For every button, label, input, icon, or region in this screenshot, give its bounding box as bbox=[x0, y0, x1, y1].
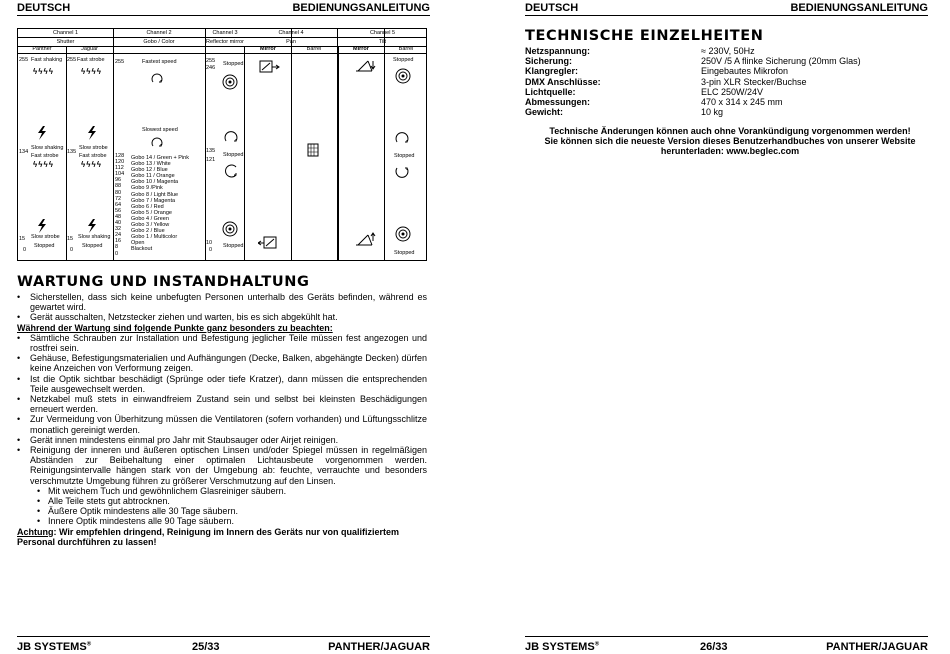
reflector-stopped-mid: Stopped bbox=[223, 152, 244, 158]
spiral-icon bbox=[394, 225, 412, 243]
shutter-fast-strobe-2: Fast strobe bbox=[31, 153, 59, 159]
spec-key: DMX Anschlüsse: bbox=[525, 76, 601, 87]
footer-rule bbox=[525, 636, 928, 637]
note-changes: Technische Änderungen können auch ohne Vorankündigung vorgenommen werden! bbox=[549, 126, 911, 136]
gobo-fastest-speed: Fastest speed bbox=[142, 59, 177, 65]
lightning-icon: ϟϟϟϟ bbox=[81, 67, 102, 76]
spec-value: 3-pin XLR Stecker/Buchse bbox=[701, 76, 807, 87]
gobo-item: Gobo 8 / Light Blue bbox=[131, 191, 179, 198]
function-gobo: Gobo / Color bbox=[143, 39, 175, 45]
gobo-item: Gobo 13 / White bbox=[131, 161, 171, 168]
list-item: • Gerät ausschalten, Netzstecker ziehen und warten, bis es sich abgekühlt hat. bbox=[17, 312, 427, 322]
gobo-value: 112 bbox=[115, 165, 124, 172]
footer-product: PANTHER/JAGUAR bbox=[826, 641, 928, 653]
list-item: • Ist die Optik sichtbar beschädigt (Sprünge oder tiefe Kratzer), dann müssen die entsprechenden Teile ausgewechselt werden. bbox=[17, 374, 427, 394]
gobo-value: 0 bbox=[115, 250, 119, 257]
gobo-value-255: 255 bbox=[115, 59, 125, 65]
rotation-icon bbox=[223, 129, 239, 145]
footer-brand-wrap bbox=[525, 641, 599, 653]
gobo-value: 80 bbox=[115, 189, 122, 196]
spec-row bbox=[525, 46, 935, 56]
gobo-item: Gobo 7 / Magenta bbox=[131, 197, 176, 204]
gobo-items-list bbox=[131, 155, 189, 253]
page-number: 26/33 bbox=[700, 641, 728, 653]
jaguar-value-15: 15 bbox=[67, 236, 74, 242]
spec-value: 250V /5 A flinke Sicherung (20mm Glas) bbox=[701, 56, 861, 67]
function-tilt: Tilt bbox=[378, 39, 387, 45]
channel-2-label: Channel 2 bbox=[146, 30, 172, 36]
spiral-icon bbox=[394, 67, 412, 85]
specs-note bbox=[525, 126, 935, 156]
gobo-value: 40 bbox=[115, 220, 122, 227]
model-jaguar: Jaguar bbox=[81, 46, 98, 52]
spec-key: Netzspannung: bbox=[525, 46, 590, 56]
spec-key: Abmessungen: bbox=[525, 97, 591, 108]
sub-list-item: • Alle Teile stets gut abtrocknen. bbox=[17, 496, 427, 506]
spec-key: Sicherung: bbox=[525, 56, 573, 67]
gobo-value: 104 bbox=[115, 171, 125, 178]
list-item: • Sicherstellen, dass sich keine unbefugten Personen unterhalb des Geräts befinden, während es gewartet wird. bbox=[17, 292, 427, 312]
jaguar-fast-strobe-2: Fast strobe bbox=[79, 153, 107, 159]
jaguar-stopped: Stopped bbox=[82, 243, 103, 249]
channel-1-label: Channel 1 bbox=[52, 30, 79, 36]
tilt-stopped-mid: Stopped bbox=[394, 153, 415, 159]
list-item: • Sämtliche Schrauben zur Installation und Befestigung jeglicher Teile müssen fest angezogen und rostfrei sein. bbox=[17, 333, 427, 353]
gobo-item: Gobo 6 / Red bbox=[131, 203, 164, 210]
page-number: 25/33 bbox=[192, 641, 220, 653]
warning-text: : Wir empfehlen dringend, Reinigung im Innern des Geräts nur von qualifiziertem Personal durchführen zu lassen! bbox=[17, 526, 399, 547]
shutter-value-255: 255 bbox=[19, 57, 29, 63]
header-language: DEUTSCH bbox=[525, 2, 579, 14]
registered-mark: ® bbox=[86, 641, 92, 648]
lightning-icon bbox=[86, 219, 98, 233]
pan-barrel-label: Barrel bbox=[306, 46, 322, 52]
jaguar-fast-strobe: Fast strobe bbox=[77, 57, 105, 63]
mirror-pan-icon bbox=[258, 59, 280, 75]
spec-value: Eingebautes Mikrofon bbox=[701, 66, 789, 77]
mirror-tilt-icon bbox=[354, 59, 376, 73]
list-item: • Gerät innen mindestens einmal pro Jahr mit Staubsauger oder Airjet reinigen. bbox=[17, 435, 427, 445]
specs-heading: TECHNISCHE EINZELHEITEN bbox=[525, 28, 764, 44]
gobo-item: Gobo 2 / Blue bbox=[131, 228, 165, 235]
function-pan: Pan bbox=[286, 39, 296, 45]
channel-4-label: Channel 4 bbox=[278, 30, 304, 36]
rotation-icon bbox=[150, 71, 164, 85]
reflector-value-135: 135 bbox=[206, 148, 216, 154]
jaguar-value-0: 0 bbox=[70, 247, 74, 253]
registered-mark: ® bbox=[594, 641, 600, 648]
gobo-value: 64 bbox=[115, 201, 122, 208]
gobo-value: 96 bbox=[115, 177, 122, 184]
function-shutter: Shutter bbox=[56, 39, 75, 45]
jaguar-slow-strobe: Slow strobe bbox=[79, 145, 108, 151]
shutter-slow-strobe: Slow strobe bbox=[31, 234, 60, 240]
header-language: DEUTSCH bbox=[17, 2, 71, 14]
spec-row bbox=[525, 87, 935, 97]
header-rule bbox=[17, 15, 430, 16]
reflector-value-246: 246 bbox=[206, 65, 216, 71]
reflector-stopped-bottom: Stopped bbox=[223, 243, 244, 249]
rotation-icon bbox=[150, 135, 164, 149]
spec-key: Lichtquelle: bbox=[525, 86, 576, 97]
sub-list-item: • Innere Optik mindestens alle 90 Tage säubern. bbox=[17, 516, 427, 526]
shutter-value-15: 15 bbox=[19, 236, 26, 242]
gobo-values-list bbox=[115, 153, 124, 257]
barrel-icon bbox=[307, 143, 319, 157]
page-25 bbox=[0, 0, 440, 654]
gobo-value: 8 bbox=[115, 244, 119, 251]
warning-label: Achtung bbox=[17, 526, 54, 537]
gobo-slowest-speed: Slowest speed bbox=[142, 127, 178, 133]
footer-brand: JB SYSTEMS bbox=[525, 641, 595, 653]
specs-table bbox=[525, 46, 935, 117]
mirror-tilt-icon bbox=[354, 231, 376, 247]
reflector-value-121: 121 bbox=[206, 157, 216, 163]
spec-value: 10 kg bbox=[701, 107, 724, 118]
spec-row bbox=[525, 107, 935, 117]
gobo-value: 32 bbox=[115, 226, 122, 233]
lightning-icon: ϟϟϟϟ bbox=[81, 160, 102, 169]
shutter-value-134: 134 bbox=[19, 149, 29, 155]
rotation-icon bbox=[394, 130, 410, 146]
note-download: Sie können sich die neueste Version dieses Benutzerhandbuches von unserer Website herunterladen: www.beglec.com bbox=[544, 136, 916, 156]
gobo-item: Gobo 10 / Magenta bbox=[131, 179, 179, 186]
tilt-barrel-label: Barrel bbox=[398, 46, 414, 52]
gobo-value: 128 bbox=[115, 153, 125, 159]
maintenance-heading: WARTUNG UND INSTANDHALTUNG bbox=[17, 274, 310, 290]
lightning-icon bbox=[86, 126, 98, 140]
gobo-item: Gobo 14 / Green + Pink bbox=[131, 155, 189, 161]
warning bbox=[17, 527, 427, 547]
rotation-icon bbox=[394, 164, 410, 180]
gobo-value: 24 bbox=[115, 232, 122, 239]
spiral-icon bbox=[221, 220, 239, 238]
shutter-slow-shaking: Slow shaking bbox=[31, 145, 64, 151]
lightning-icon: ϟϟϟϟ bbox=[33, 160, 54, 169]
dmx-channel-table bbox=[17, 28, 427, 261]
lightning-icon bbox=[36, 219, 48, 233]
channel-5-label: Channel 5 bbox=[369, 30, 396, 36]
lightning-icon bbox=[36, 126, 48, 140]
gobo-value: 16 bbox=[115, 238, 122, 245]
pan-mirror-label: Mirror bbox=[260, 46, 276, 52]
header-title: BEDIENUNGSANLEITUNG bbox=[292, 2, 430, 14]
footer-product: PANTHER/JAGUAR bbox=[328, 641, 430, 653]
mirror-pan-icon bbox=[258, 235, 280, 251]
sub-list-item: • Äußere Optik mindestens alle 30 Tage säubern. bbox=[17, 506, 427, 516]
spec-value: ELC 250W/24V bbox=[701, 86, 764, 97]
header-title: BEDIENUNGSANLEITUNG bbox=[790, 2, 928, 14]
lightning-icon: ϟϟϟϟ bbox=[33, 67, 54, 76]
spec-key: Klangregler: bbox=[525, 66, 579, 77]
gobo-value: 120 bbox=[115, 159, 125, 166]
spiral-icon bbox=[221, 73, 239, 91]
page-footer bbox=[525, 641, 928, 654]
maintenance-body bbox=[17, 292, 427, 547]
jaguar-value-135: 135 bbox=[67, 149, 77, 155]
tilt-stopped-bottom: Stopped bbox=[394, 250, 415, 256]
page-26 bbox=[508, 0, 938, 654]
list-item: • Netzkabel muß stets in einwandfreiem Zustand sein und selbst bei kleinsten Beschädigungen erneuert werden. bbox=[17, 394, 427, 414]
list-item: • Gehäuse, Befestigungsmaterialien und Aufhängungen (Decke, Balken, abgehängte Decken) dürfen keine Anzeichen von Verformung zeigen. bbox=[17, 353, 427, 373]
tilt-stopped-top: Stopped bbox=[393, 57, 414, 63]
list-item: • Zur Vermeidung von Überhitzung müssen die Ventilatoren (sofern vorhanden) und Lüftungsschlitze monatlich gereinigt werden. bbox=[17, 414, 427, 434]
gobo-item: Open bbox=[131, 240, 145, 247]
list-item: • Reinigung der inneren und äußeren optischen Linsen und/oder Spiegel müssen in regelmäßigen Abständen zur Beibehaltung einer optimalen Lichtausbeute vorgenommen werden. Reinigungsintervalle hängen stark von der Umgebung ab: feuchte, verrauchte und besonders verschmutzte Umgebung führen zu größerer Verschmutzung auf den Linsen. bbox=[17, 445, 427, 486]
function-reflector: Reflector mirror bbox=[206, 39, 244, 45]
reflector-value-255: 255 bbox=[206, 58, 216, 64]
gobo-item: Gobo 3 / Yellow bbox=[131, 222, 170, 229]
gobo-item: Gobo 1 / Multicolor bbox=[131, 234, 178, 241]
jaguar-slow-shaking: Slow shaking bbox=[78, 234, 111, 240]
shutter-fast-shaking: Fast shaking bbox=[31, 57, 63, 63]
spec-row bbox=[525, 66, 935, 76]
reflector-stopped-top: Stopped bbox=[223, 61, 244, 67]
gobo-value: 48 bbox=[115, 213, 122, 220]
jaguar-value-255: 255 bbox=[67, 57, 77, 63]
spec-row bbox=[525, 97, 935, 107]
page-header bbox=[17, 2, 430, 16]
important-note: Während der Wartung sind folgende Punkte ganz besonders zu beachten: bbox=[17, 322, 333, 333]
spec-value: 470 x 314 x 245 mm bbox=[701, 97, 783, 108]
rotation-icon bbox=[223, 163, 239, 179]
page-header bbox=[525, 2, 928, 16]
gobo-item: Blackout bbox=[131, 246, 153, 253]
reflector-value-10: 10 bbox=[206, 240, 213, 246]
gobo-value: 56 bbox=[115, 207, 122, 214]
gobo-item: Gobo 11 / Orange bbox=[131, 173, 175, 180]
sub-list-item: • Mit weichem Tuch und gewöhnlichem Glasreiniger säubern. bbox=[17, 486, 427, 496]
gobo-item: Gobo 4 / Green bbox=[131, 215, 169, 222]
footer-rule bbox=[17, 636, 430, 637]
shutter-value-0: 0 bbox=[23, 247, 27, 253]
spec-row bbox=[525, 56, 935, 66]
footer-brand-wrap bbox=[17, 641, 91, 653]
shutter-stopped: Stopped bbox=[34, 243, 55, 249]
tilt-mirror-label: Mirror bbox=[353, 46, 369, 52]
spec-value: ≈ 230V, 50Hz bbox=[701, 46, 755, 56]
reflector-value-0: 0 bbox=[209, 247, 213, 253]
gobo-item: Gobo 12 / Blue bbox=[131, 167, 168, 174]
page-footer bbox=[17, 641, 430, 654]
footer-brand: JB SYSTEMS bbox=[17, 641, 87, 653]
spec-key: Gewicht: bbox=[525, 107, 564, 118]
gobo-value: 88 bbox=[115, 183, 122, 190]
gobo-value: 72 bbox=[115, 195, 122, 202]
spec-row bbox=[525, 77, 935, 87]
header-rule bbox=[525, 15, 928, 16]
gobo-item: Gobo 9 /Pink bbox=[131, 185, 163, 192]
model-panther: Panther bbox=[32, 46, 52, 52]
gobo-item: Gobo 5 / Orange bbox=[131, 209, 172, 216]
channel-3-label: Channel 3 bbox=[212, 30, 238, 36]
